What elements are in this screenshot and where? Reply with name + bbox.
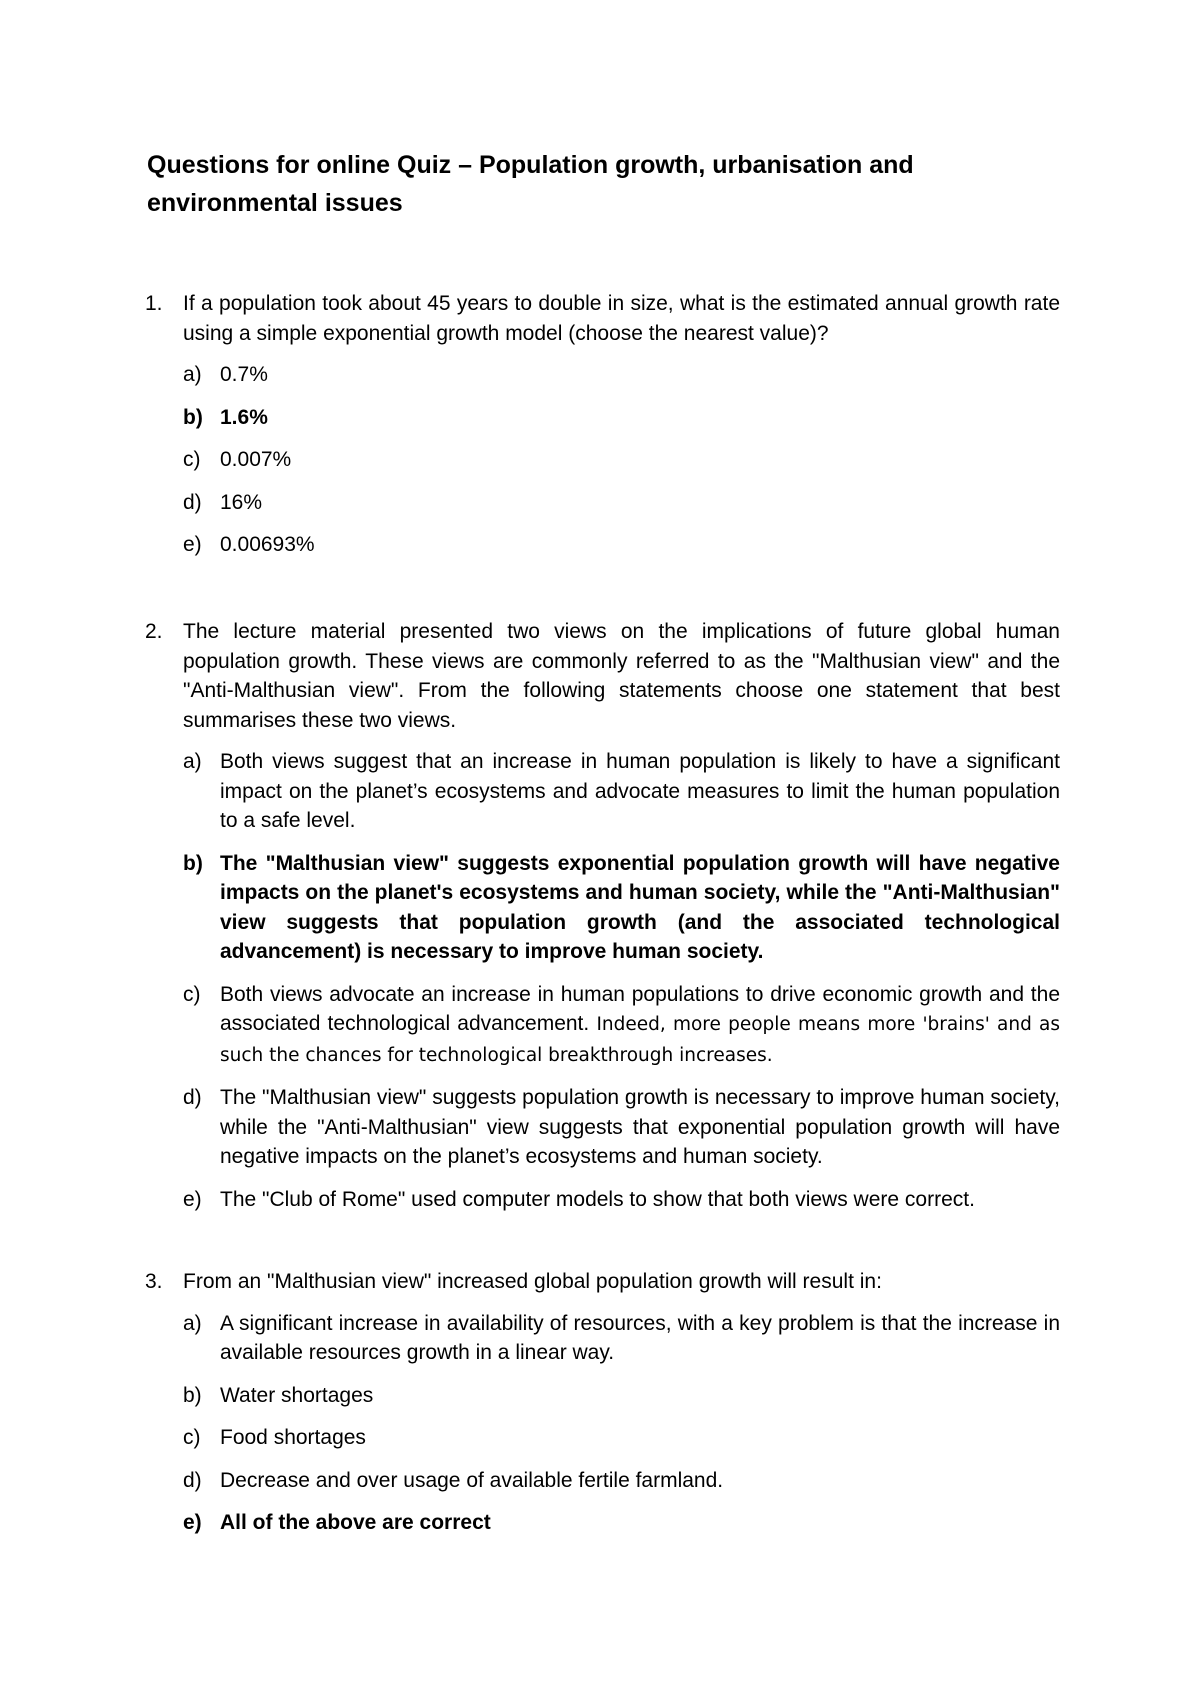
option-text: 16% — [220, 490, 263, 514]
question-2 — [145, 617, 1060, 1227]
option-d — [183, 488, 1060, 518]
page-title: Questions for online Quiz – Population growth, urbanisation and environmental issues — [147, 151, 914, 217]
question-number: 1. — [145, 292, 163, 315]
option-c — [183, 1423, 1060, 1453]
option-text: 0.007% — [220, 448, 292, 471]
question-text: If a population took about 45 years to double in size, what is the estimated annual growth rate using a simple exponential growth model (choose the nearest value)? — [183, 292, 1060, 345]
question-number: 3. — [145, 1270, 163, 1293]
option-a — [183, 1309, 1060, 1368]
option-letter: e) — [183, 1511, 202, 1534]
option-letter: d) — [183, 1468, 202, 1492]
option-letter: a) — [183, 363, 202, 386]
option-list — [183, 1309, 1060, 1538]
option-c — [183, 445, 1060, 475]
option-text: Decrease and over usage of available fertile farmland. — [220, 1468, 724, 1492]
option-text: 0.00693% — [220, 533, 315, 556]
option-list — [183, 747, 1060, 1214]
option-letter: c) — [183, 1426, 201, 1449]
option-d — [183, 1466, 1060, 1496]
option-letter: b) — [183, 405, 203, 429]
option-e-correct — [183, 1508, 1060, 1538]
option-e — [183, 530, 1060, 560]
option-letter: b) — [183, 851, 203, 875]
option-letter: c) — [183, 448, 201, 471]
option-letter: d) — [183, 490, 202, 514]
option-b-correct — [183, 403, 1060, 433]
option-text: Both views advocate an increase in human populations to drive economic growth and the associated technological advancement. — [220, 982, 1060, 1035]
option-letter: a) — [183, 750, 202, 773]
option-d — [183, 1083, 1060, 1172]
option-text: 1.6% — [220, 405, 268, 429]
option-text: Both views suggest that an increase in human population is likely to have a significant impact on the planet’s ecosystems and advocate measures to limit the human population to a safe level. — [220, 750, 1060, 832]
option-text: The "Club of Rome" used computer models to show that both views were correct. — [220, 1187, 975, 1211]
option-text: Food shortages — [220, 1426, 366, 1449]
question-3 — [145, 1267, 1060, 1551]
option-letter: c) — [183, 982, 201, 1006]
option-letter: b) — [183, 1383, 202, 1407]
option-text: 0.7% — [220, 363, 268, 386]
option-text: Water shortages — [220, 1383, 374, 1407]
option-a — [183, 747, 1060, 836]
option-e — [183, 1185, 1060, 1215]
option-letter: e) — [183, 533, 202, 556]
question-text: The lecture material presented two views on the implications of future global human population growth. These views are commonly referred to as the "Malthusian view" and the "Anti-Malthusian view". From the following statements choose one statement that best summarises these two views. — [183, 620, 1060, 732]
option-letter: d) — [183, 1086, 202, 1109]
option-c — [183, 980, 1060, 1071]
option-a — [183, 360, 1060, 390]
option-text-extra: Indeed, more people means more 'brains' and as such the chances for technological breakthrough increases. — [220, 1014, 1060, 1066]
option-letter: e) — [183, 1187, 202, 1211]
question-1 — [145, 289, 1060, 573]
option-b-correct — [183, 849, 1060, 967]
option-list — [183, 360, 1060, 560]
option-text: All of the above are correct — [220, 1511, 491, 1534]
option-letter: a) — [183, 1311, 202, 1335]
option-text: The "Malthusian view" suggests exponential population growth will have negative impacts on the planet's ecosystems and human society, while the "Anti-Malthusian" view suggests that population growth (and the associated technological advancement) is necessary to improve human society. — [220, 851, 1060, 963]
option-text: A significant increase in availability of resources, with a key problem is that the increase in available resources growth in a linear way. — [220, 1311, 1060, 1364]
option-b — [183, 1381, 1060, 1411]
question-text: From an "Malthusian view" increased global population growth will result in: — [183, 1270, 882, 1293]
question-number: 2. — [145, 620, 163, 643]
option-text: The "Malthusian view" suggests population growth is necessary to improve human society, while the "Anti-Malthusian" view suggests that exponential population growth will have negative impacts on the planet’s ecosystems and human society. — [220, 1086, 1060, 1168]
